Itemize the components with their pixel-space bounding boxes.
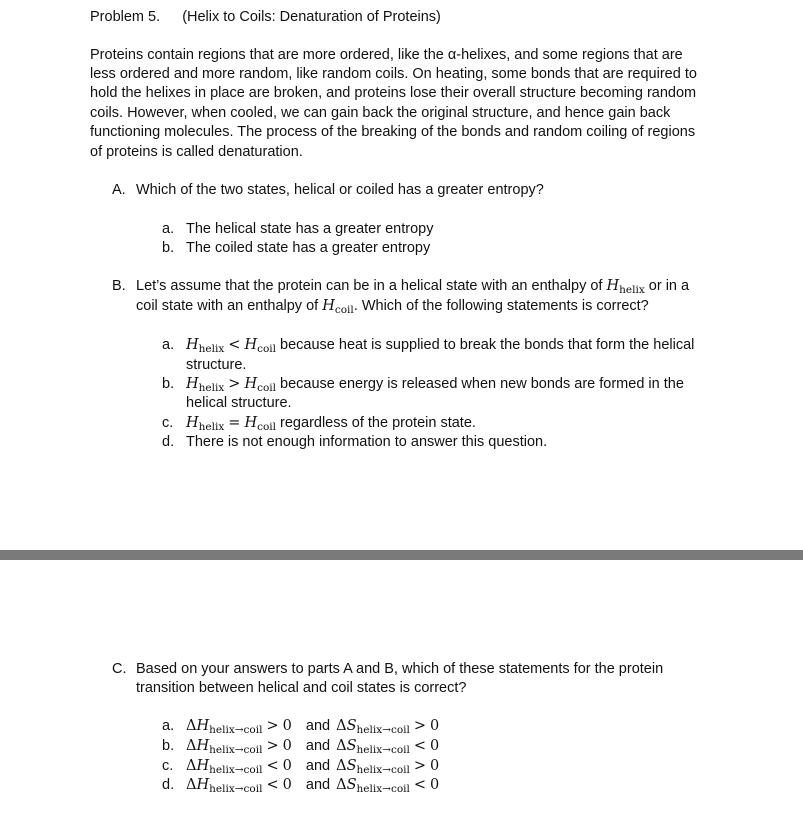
problem-title: (Helix to Coils: Denaturation of Proteins) bbox=[182, 9, 441, 25]
math-symbol: Δ bbox=[336, 738, 347, 754]
math-subscript: coil bbox=[257, 343, 277, 355]
intro-line: coils. However, when cooled, we can gain back the original structure, and hence gain back bbox=[90, 105, 671, 121]
math-number: 0 bbox=[430, 738, 440, 754]
math-symbol: H bbox=[244, 376, 258, 392]
question-b-marker: B. bbox=[112, 278, 126, 294]
question-b-option-a-cont: structure. bbox=[186, 357, 247, 373]
math-symbol: Δ bbox=[336, 758, 347, 774]
conjunction: and bbox=[305, 738, 331, 754]
question-b-prompt-line2 bbox=[136, 297, 649, 321]
option-text: because energy is released when new bonds are formed in the bbox=[276, 376, 684, 392]
option-marker: b. bbox=[162, 240, 175, 256]
option-marker: a. bbox=[162, 221, 175, 237]
option-marker: d. bbox=[162, 434, 175, 450]
math-symbol: H bbox=[244, 415, 258, 431]
option-text: regardless of the protein state. bbox=[276, 415, 476, 431]
option-text: because heat is supplied to break the bonds that form the helical bbox=[276, 337, 695, 353]
question-a-text: Which of the two states, helical or coiled has a greater entropy? bbox=[136, 182, 544, 198]
math-subscript: helix→coil bbox=[356, 724, 410, 736]
math-subscript: helix bbox=[198, 382, 225, 394]
option-text: The coiled state has a greater entropy bbox=[186, 240, 431, 256]
option-marker: c. bbox=[162, 758, 174, 774]
math-operator: > bbox=[413, 758, 427, 774]
math-subscript: helix→coil bbox=[356, 783, 410, 795]
option-marker: a. bbox=[162, 337, 175, 353]
math-symbol: H bbox=[606, 278, 620, 294]
math-subscript: helix→coil bbox=[356, 764, 410, 776]
question-b-text: Let’s assume that the protein can be in a helical state with an enthalpy of bbox=[136, 278, 607, 294]
math-symbol: Δ bbox=[186, 718, 197, 734]
math-number: 0 bbox=[430, 758, 440, 774]
math-subscript: helix→coil bbox=[209, 744, 263, 756]
page-divider bbox=[0, 550, 803, 560]
math-symbol: H bbox=[322, 298, 335, 314]
math-symbol: Δ bbox=[186, 777, 197, 793]
math-symbol: H bbox=[196, 718, 210, 734]
math-number: 0 bbox=[282, 777, 292, 793]
math-operator: > bbox=[266, 738, 279, 754]
math-symbol: Δ bbox=[186, 758, 197, 774]
option-marker: b. bbox=[162, 376, 175, 392]
conjunction: and bbox=[305, 777, 331, 793]
option-marker: c. bbox=[162, 415, 174, 431]
question-c-prompt-line2: transition between helical and coil states is correct? bbox=[136, 680, 467, 696]
math-operator: > bbox=[413, 718, 427, 734]
math-subscript: helix→coil bbox=[209, 724, 263, 736]
conjunction: and bbox=[305, 718, 331, 734]
math-symbol: S bbox=[346, 738, 357, 754]
math-operator: > bbox=[266, 718, 279, 734]
math-number: 0 bbox=[430, 718, 440, 734]
math-symbol: S bbox=[346, 718, 357, 734]
math-operator: < bbox=[228, 337, 241, 353]
math-operator: = bbox=[228, 415, 241, 431]
math-subscript: helix bbox=[198, 421, 225, 433]
option-text: The helical state has a greater entropy bbox=[186, 221, 434, 237]
math-operator: < bbox=[413, 777, 427, 793]
math-symbol: Δ bbox=[336, 718, 347, 734]
math-subscript: coil bbox=[257, 421, 277, 433]
math-subscript: helix→coil bbox=[209, 783, 263, 795]
question-b-text: or in a bbox=[644, 278, 690, 294]
math-symbol: H bbox=[196, 777, 210, 793]
math-number: 0 bbox=[430, 777, 440, 793]
intro-line: functioning molecules. The process of the breaking of the bonds and random coiling of regions bbox=[90, 124, 696, 140]
math-subscript: coil bbox=[257, 382, 277, 394]
problem-label: Problem 5. bbox=[90, 9, 161, 25]
question-c-prompt-line1 bbox=[112, 660, 663, 680]
option-text: There is not enough information to answer this question. bbox=[186, 434, 548, 450]
problem-header bbox=[90, 8, 441, 28]
math-symbol: H bbox=[196, 758, 210, 774]
math-symbol: H bbox=[244, 337, 258, 353]
math-number: 0 bbox=[282, 758, 292, 774]
intro-line: Proteins contain regions that are more ordered, like the α-helixes, and some regions that are bbox=[90, 47, 683, 63]
math-operator: < bbox=[266, 777, 279, 793]
math-symbol: S bbox=[346, 758, 357, 774]
question-b-option-d bbox=[162, 433, 547, 453]
intro-line: hold the helixes in place are broken, and proteins lose their overall structure becoming random bbox=[90, 85, 697, 101]
question-c-marker: C. bbox=[112, 661, 127, 677]
math-symbol: H bbox=[186, 337, 199, 353]
option-marker: d. bbox=[162, 777, 175, 793]
conjunction: and bbox=[305, 758, 331, 774]
math-subscript: helix→coil bbox=[209, 764, 263, 776]
question-c-option-d bbox=[162, 776, 439, 800]
math-operator: > bbox=[228, 376, 241, 392]
math-symbol: Δ bbox=[336, 777, 347, 793]
math-operator: < bbox=[266, 758, 279, 774]
math-symbol: H bbox=[186, 415, 199, 431]
question-a-option-b bbox=[162, 239, 430, 259]
math-symbol: H bbox=[186, 376, 199, 392]
math-subscript: coil bbox=[334, 304, 354, 316]
option-marker: a. bbox=[162, 718, 175, 734]
math-operator: < bbox=[413, 738, 427, 754]
option-marker: b. bbox=[162, 738, 175, 754]
intro-line: of proteins is called denaturation. bbox=[90, 144, 303, 160]
question-a-prompt bbox=[112, 181, 544, 201]
question-a-marker: A. bbox=[112, 182, 126, 198]
math-symbol: H bbox=[196, 738, 210, 754]
math-symbol: Δ bbox=[186, 738, 197, 754]
math-symbol: S bbox=[346, 777, 357, 793]
math-subscript: helix bbox=[619, 284, 645, 296]
question-a-option-a bbox=[162, 220, 433, 240]
question-b-text: coil state with an enthalpy of bbox=[136, 298, 323, 314]
math-number: 0 bbox=[282, 738, 292, 754]
intro-line: less ordered and more random, like random coils. On heating, some bonds that are required to bbox=[90, 66, 697, 82]
question-c-text: Based on your answers to parts A and B, which of these statements for the protein bbox=[136, 661, 664, 677]
math-subscript: helix→coil bbox=[356, 744, 410, 756]
question-b-option-b-cont: helical structure. bbox=[186, 395, 292, 411]
question-b-text: . Which of the following statements is correct? bbox=[353, 298, 649, 314]
math-subscript: helix bbox=[198, 343, 225, 355]
math-number: 0 bbox=[282, 718, 292, 734]
